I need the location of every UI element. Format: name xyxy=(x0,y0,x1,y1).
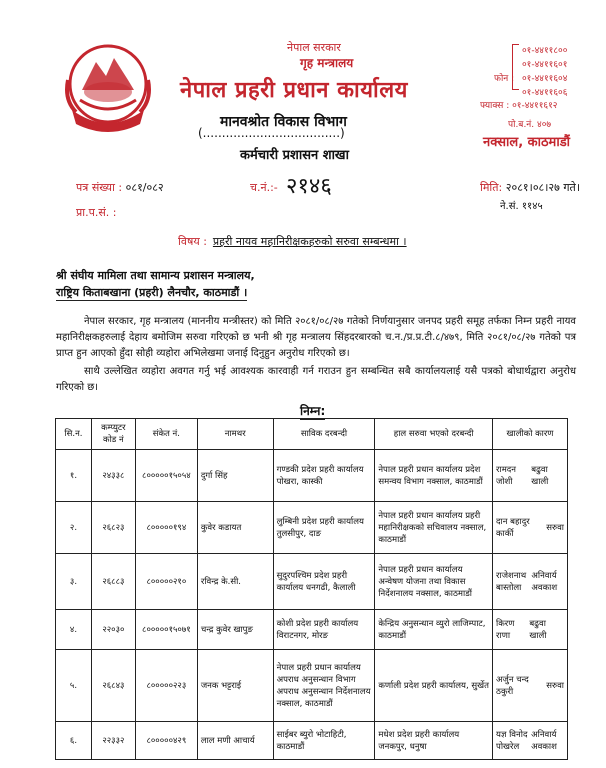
row-new-post: नेपाल प्रहरी प्रधान कार्यालय प्रदेश समन्वय विभाग नक्साल, काठमाडौं xyxy=(375,450,493,502)
row-prev-holder: अर्जुन चन्द ठकुरी xyxy=(496,674,529,697)
header-name: नामथर xyxy=(197,419,273,450)
row-prev-holder: रामदन जोशी xyxy=(496,464,517,487)
row-prev-holder: किरण राणा xyxy=(496,618,515,641)
row-sn: ४. xyxy=(56,610,92,650)
body-paragraph-2: साथै उल्लेखित व्यहोरा अवगत गर्नु भई आवश्यक कारवाही गर्न गराउन हुन सम्बन्धित सबै कार्यालयलाई यसै पत्रको बोधार्थद्वारा अनुरोध गरिएको छ। xyxy=(56,366,576,393)
row-sn: २. xyxy=(56,502,92,554)
row-previous-post: साईबर ब्युरो भोटाहिटी, काठमाडौं xyxy=(273,722,375,760)
row-previous-post: नेपाल प्रहरी प्रधान कार्यालय अपराध अनुसन्धान विभाग अपराध अनुसन्धान निर्देशनालय नक्साल, काठमाडौं xyxy=(273,650,375,722)
table-row xyxy=(56,610,568,650)
row-vacancy-reason xyxy=(493,502,568,554)
table-row xyxy=(56,722,568,760)
row-previous-post: कोशी प्रदेश प्रहरी कार्यालय विराटनगर, मोरङ xyxy=(273,610,375,650)
row-vacancy-reason xyxy=(493,450,568,502)
table-row xyxy=(56,554,568,610)
phone-label: फोन : xyxy=(494,74,515,84)
row-sanket: ८०००००४२९ xyxy=(135,722,197,760)
list-title: निम्न: xyxy=(300,404,326,418)
recipient-line-2: राष्ट्रिय किताबखाना (प्रहरी) लैनचौर, काठमाडौं । xyxy=(56,286,248,299)
row-reason: बढुवा खाली xyxy=(531,464,549,487)
row-code: २६८२३ xyxy=(91,502,135,554)
ministry-name: गृह मन्त्रालय xyxy=(300,56,354,70)
table-row xyxy=(56,450,568,502)
row-prev-holder: यज्ञ विनोद पोखरेल xyxy=(496,729,528,752)
row-new-post: नेपाल प्रहरी प्रधान कार्यालय अन्वेषण योजना तथा विकास निर्देशनालय नक्साल, काठमाडौं xyxy=(375,554,493,610)
row-code: २२३३२ xyxy=(91,722,135,760)
row-sanket: ८०००००१९४ xyxy=(135,502,197,554)
nepal-emblem-logo xyxy=(62,40,154,136)
row-sanket: ८०००००१५०५४ xyxy=(135,450,197,502)
department-name: मानवश्रोत विकास विभाग xyxy=(220,114,347,130)
header-previous-post: साविक दरबन्दी xyxy=(273,419,375,450)
nepal-sambat: ने.सं. ११४५ xyxy=(500,201,543,212)
row-name: रविन्द्र के.सी. xyxy=(197,554,273,610)
table-row xyxy=(56,502,568,554)
row-sn: ६. xyxy=(56,722,92,760)
row-sanket: ८०००००२२३ xyxy=(135,650,197,722)
header-vacancy-reason: खालीको कारण xyxy=(493,419,568,450)
table-header-row xyxy=(56,419,568,450)
dispatch-number: २१४६ xyxy=(286,174,332,199)
header-new-post: हाल सरुवा भएको दरबन्दी xyxy=(375,419,493,450)
row-sanket: ८०००००२१० xyxy=(135,554,197,610)
row-new-post: नेपाल प्रहरी प्रधान कार्यालय प्रहरी महानिरीक्षकको सचिवालय नक्साल, काठमाडौं xyxy=(375,502,493,554)
department-dots: (....................................) xyxy=(198,126,345,140)
row-name: कुवेर कडायत xyxy=(197,502,273,554)
row-reason: अनिवार्य अवकाश xyxy=(531,570,558,593)
po-box: पो.ब.नं. ४०७ xyxy=(508,120,552,130)
fax-number: फ्याक्स : ०१-४४११६१२ xyxy=(480,101,558,111)
subject-line: विषय : प्रहरी नायव महानिरीक्षकहरुको सरुवा सम्बन्धमा । xyxy=(178,235,407,248)
row-new-post: मधेश प्रदेश प्रहरी कार्यालय जनकपुर, धनुषा xyxy=(375,722,493,760)
header-sn: सि.न. xyxy=(56,419,92,450)
row-reason: अनिवार्य अवकाश xyxy=(531,729,557,752)
phone-numbers: ०१-४४११८०० ०१-४४११६०१ ०१-४४११६०४ ०१-४४११६०६ xyxy=(522,46,568,98)
row-sn: ३. xyxy=(56,554,92,610)
letter-date: मिति: २०८१।०८।२७ गते। xyxy=(480,181,580,194)
header-sanket: संकेत नं. xyxy=(135,419,197,450)
row-sn: ५. xyxy=(56,650,92,722)
row-previous-post: सुदुरपश्चिम प्रदेश प्रहरी कार्यालय धनगढी, कैलाली xyxy=(273,554,375,610)
dispatch-label: च.नं.:- xyxy=(250,181,278,194)
row-sanket: ८०००००१५०७१ xyxy=(135,610,197,650)
row-previous-post: लुम्बिनी प्रदेश प्रहरी कार्यालय तुलसीपुर, दाङ xyxy=(273,502,375,554)
row-reason: बढुवा खाली xyxy=(529,618,547,641)
row-vacancy-reason xyxy=(493,722,568,760)
row-reason: सरुवा xyxy=(546,680,564,691)
row-name: जनक भट्टराई xyxy=(197,650,273,722)
row-name: दुर्गा सिंह xyxy=(197,450,273,502)
row-name: लाल मणी आचार्य xyxy=(197,722,273,760)
row-vacancy-reason xyxy=(493,650,568,722)
row-code: २६८८३ xyxy=(91,554,135,610)
reference-label: प्रा.प.सं. : xyxy=(76,206,117,219)
row-new-post: केन्द्रिय अनुसन्धान व्युरो लाजिम्पाट, काठमाडौं xyxy=(375,610,493,650)
row-code: २२०३० xyxy=(91,610,135,650)
row-vacancy-reason xyxy=(493,610,568,650)
header-code: कम्प्युटर कोड नं xyxy=(91,419,135,450)
row-name: चन्द्र कुवेर खापुङ xyxy=(197,610,273,650)
office-name: नेपाल प्रहरी प्रधान कार्यालय xyxy=(180,78,408,103)
row-code: २६८४३ xyxy=(91,650,135,722)
row-vacancy-reason xyxy=(493,554,568,610)
row-prev-holder: दान बहादुर कार्की xyxy=(496,516,530,539)
row-previous-post: गण्डकी प्रदेश प्रहरी कार्यालय पोखरा, कास्की xyxy=(273,450,375,502)
row-code: २४३३८ xyxy=(91,450,135,502)
row-reason: सरुवा xyxy=(546,522,564,533)
row-sn: १. xyxy=(56,450,92,502)
letter-number: पत्र संख्या : ०८१/०८२ xyxy=(76,181,164,194)
government-name: नेपाल सरकार xyxy=(287,41,341,54)
row-new-post: कर्णाली प्रदेश प्रहरी कार्यालय, सुर्खेत xyxy=(375,650,493,722)
row-prev-holder: राजेशनाथ बास्तोला xyxy=(496,570,527,593)
branch-name: कर्मचारी प्रशासन शाखा xyxy=(240,148,349,163)
table-row xyxy=(56,650,568,722)
transfer-table xyxy=(55,418,568,760)
body-paragraph-1: नेपाल सरकार, गृह मन्त्रालय (माननीय मन्त्रीस्तर) को मिति २०८१/०८/२७ गतेको निर्णयानुसार जनपद प्रहरी समूह तर्फका निम्न प्रहरी नायव महानिरीक्षकहरुलाई देहाय बमोजिम सरुवा गरिएको छ भनी श्री गृह मन्त्रालय सिंहदरबारको च.न./प्र.प्र.टी.८/४७९, मिति २०८१/०८/२७ गतेको पत्र प्राप्त हुन आएको हुँदा सोही व्यहोरा अभिलेखमा जनाई दिनुहुन अनुरोध गरिएको छ। xyxy=(56,316,576,359)
recipient-line-1: श्री संघीय मामिला तथा सामान्य प्रशासन मन्त्रालय, xyxy=(56,269,255,282)
office-address: नक्साल, काठमाडौं xyxy=(483,135,571,150)
